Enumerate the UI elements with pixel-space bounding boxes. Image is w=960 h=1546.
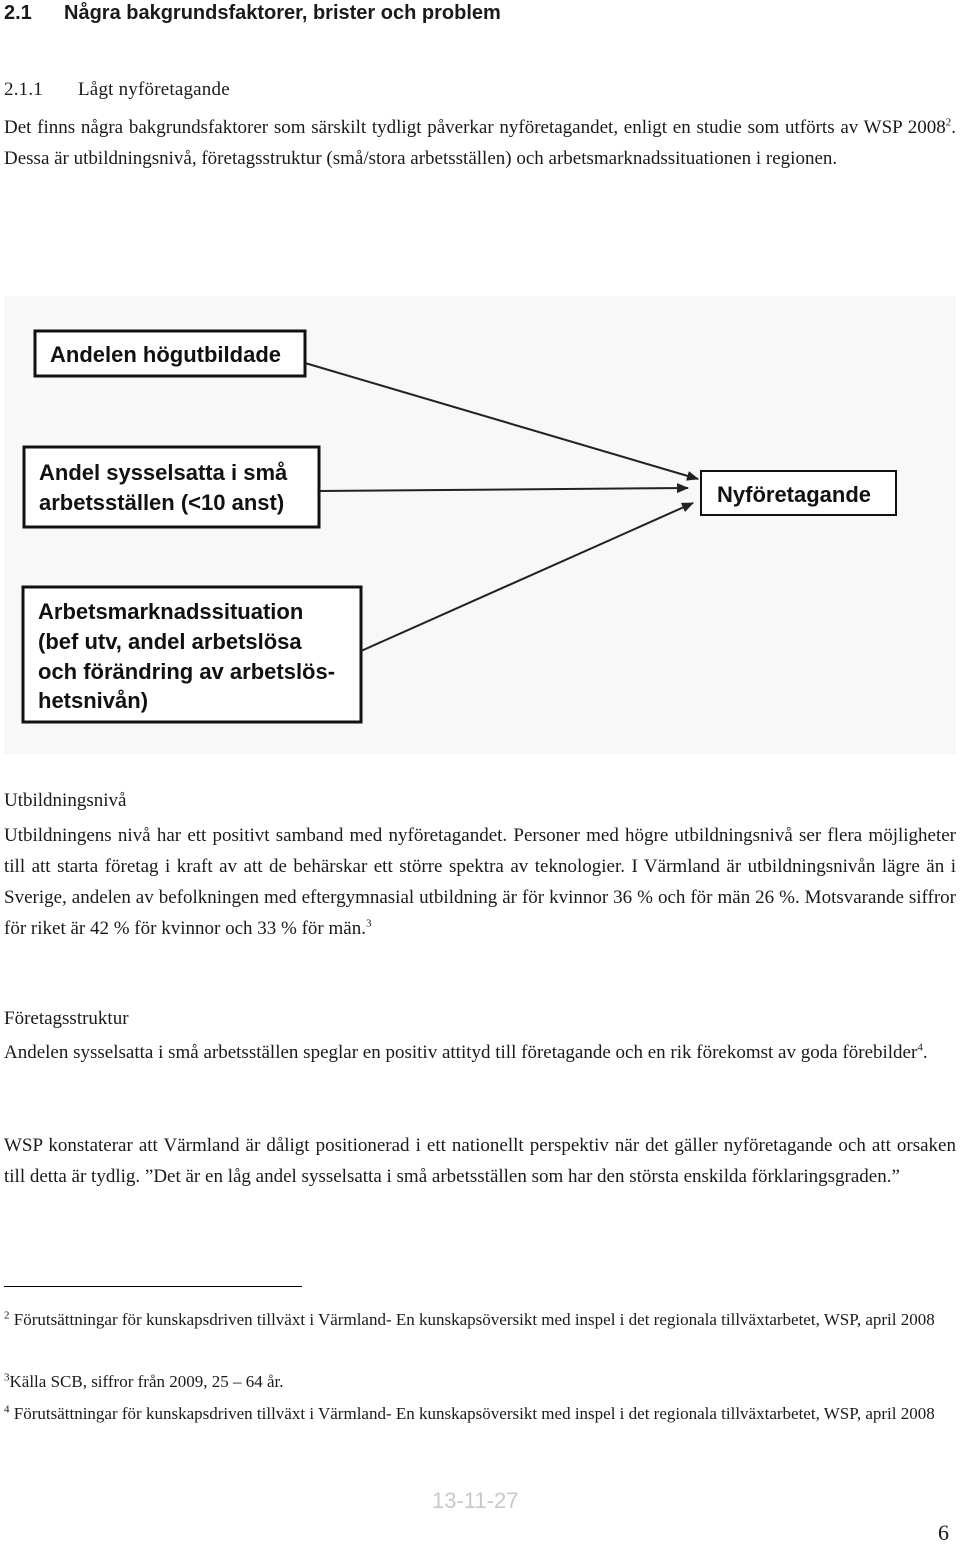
paragraph-utbildningsniva [4, 820, 956, 944]
intro-text: Det finns några bakgrundsfaktorer som särskilt tydligt påverkar nyföretagandet, enligt en studie som utförts av WSP 2008 [4, 117, 946, 138]
box-arbetsmarknad-line3: och förändring av arbetslös- [38, 659, 336, 684]
footnote-3-text: Källa SCB, siffror från 2009, 25 – 64 år. [9, 1372, 284, 1391]
section-number: 2.1 [4, 2, 32, 24]
section-heading [4, 2, 501, 25]
label-utbildningsniva: Utbildningsnivå [4, 790, 127, 811]
intro-text-cont: . Dessa är utbildningsnivå, företagsstruktur (små/stora arbetsställen) och arbetsmarknadssituationen i regionen. [4, 117, 956, 169]
footnote-ref-3[interactable]: 3 [365, 917, 372, 930]
footnote-3 [4, 1366, 956, 1397]
footer-date: 13-11-27 [432, 1488, 519, 1513]
label-foretagsstruktur: Företagsstruktur [4, 1008, 129, 1029]
box-sma-line1: Andel sysselsatta i små [39, 460, 288, 485]
box-nyforetagande-label: Nyföretagande [717, 482, 872, 507]
subsection-heading [4, 79, 230, 101]
utbildningsniva-text: Utbildningens nivå har ett positivt samband med nyföretagandet. Personer med högre utbildningsnivå ser flera möjligheter till att starta företag i kraft av att de behärskar ett större spektra av teknologier. I Värmland är utbildningsnivån lägre än i Sverige, andelen av befolkningen med eftergymnasial utbildning är för kvinnor 36 % och för män 26 %. Motsvarande siffror för riket är 42 % för kvinnor och 33 % för män. [4, 825, 956, 939]
box-arbetsmarknad-line4: hetsnivån) [38, 688, 149, 713]
footnote-2 [4, 1304, 956, 1335]
section-title: Några bakgrundsfaktorer, brister och problem [64, 2, 501, 24]
foretagsstruktur-text: Andelen sysselsatta i små arbetsställen speglar en positiv attityd till företagande och en rik förekomst av goda förebilder [4, 1042, 918, 1063]
footnote-divider [4, 1286, 302, 1287]
footnote-4 [4, 1398, 956, 1429]
box-arbetsmarknad-line1: Arbetsmarknadssituation [38, 599, 304, 624]
paragraph-foretagsstruktur [4, 1037, 956, 1068]
box-arbetsmarknad-line2: (bef utv, andel arbetslösa [38, 629, 302, 654]
subsection-title: Lågt nyföretagande [78, 79, 230, 100]
factor-diagram [4, 296, 956, 754]
foretagsstruktur-text-end: . [922, 1042, 928, 1063]
page-number: 6 [938, 1520, 949, 1545]
footnote-2-mark: 2 [4, 1309, 10, 1322]
box-hogutbildade-label: Andelen högutbildade [50, 342, 281, 367]
footnote-ref-4[interactable]: 4 [917, 1041, 923, 1054]
intro-paragraph [4, 112, 956, 174]
box-sma-line2: arbetsställen (<10 anst) [39, 490, 285, 515]
footnote-4-mark: 4 [4, 1403, 10, 1416]
footnote-3-mark: 3 [4, 1371, 10, 1384]
footnote-ref-2[interactable]: 2 [945, 116, 952, 129]
footnote-4-text: Förutsättningar för kunskapsdriven tillväxt i Värmland- En kunskapsöversikt med inspel i det regionala tillväxtarbetet, WSP, april 2008 [9, 1404, 935, 1423]
paragraph-wsp: WSP konstaterar att Värmland är dåligt positionerad i ett nationellt perspektiv när det gäller nyföretagande och att orsaken till detta är tydlig. ”Det är en låg andel sysselsatta i små arbetsställen som har den största enskilda förklaringsgraden.” [4, 1135, 956, 1187]
subsection-number: 2.1.1 [4, 79, 43, 100]
footnote-2-text: Förutsättningar för kunskapsdriven tillväxt i Värmland- En kunskapsöversikt med inspel i det regionala tillväxtarbetet, WSP, april 2008 [9, 1310, 935, 1329]
factor-diagram-svg [4, 296, 956, 754]
box-sma-arbetsstallen [24, 447, 319, 527]
